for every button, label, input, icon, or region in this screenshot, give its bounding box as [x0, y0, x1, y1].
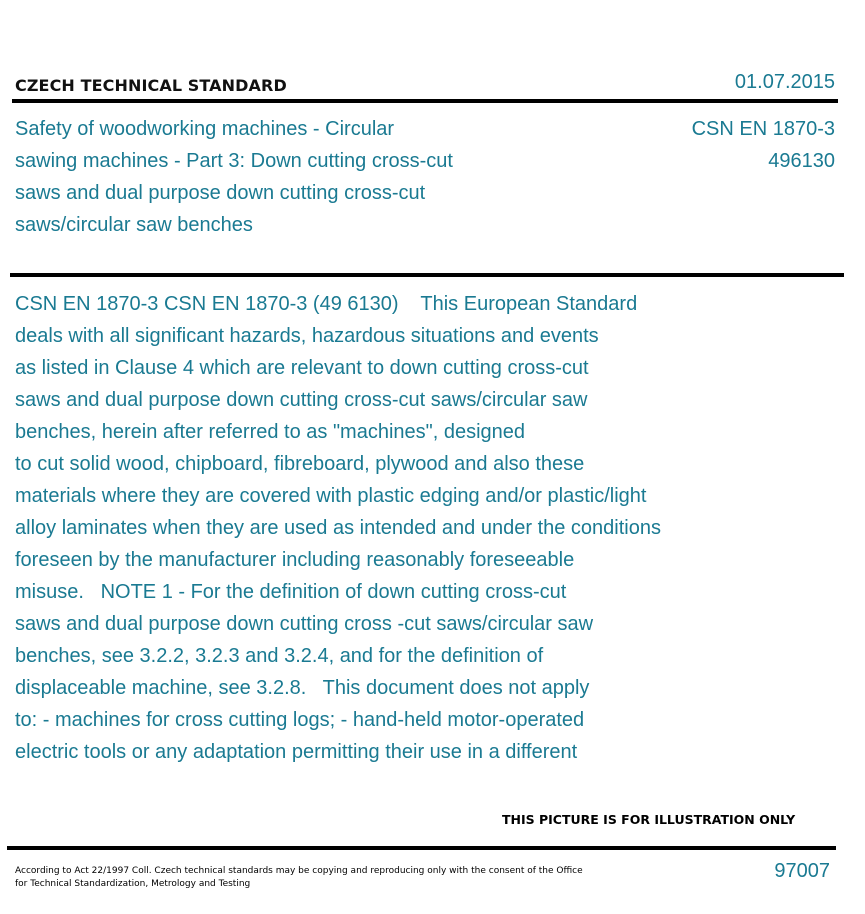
abstract-line: displaceable machine, see 3.2.8. This document does not apply [15, 677, 590, 699]
standard-title [15, 113, 453, 241]
abstract-line: saws and dual purpose down cutting cross -cut saws/circular saw [15, 613, 594, 635]
abstract-line: foreseen by the manufacturer including reasonably foreseeable [15, 549, 575, 571]
abstract-line: deals with all significant hazards, hazardous situations and events [15, 325, 599, 347]
title-rule [10, 273, 844, 277]
standard-codes [692, 113, 835, 177]
illustration-disclaimer: THIS PICTURE IS FOR ILLUSTRATION ONLY [502, 812, 796, 827]
abstract-line: to cut solid wood, chipboard, fibreboard, plywood and also these [15, 453, 585, 475]
copyright-note [15, 865, 583, 891]
abstract-line: misuse. NOTE 1 - For the definition of down cutting cross-cut [15, 581, 567, 603]
abstract-line: benches, see 3.2.2, 3.2.3 and 3.2.4, and for the definition of [15, 645, 544, 667]
title-line: saws/circular saw benches [15, 214, 253, 236]
title-line: Safety of woodworking machines - Circular [15, 118, 395, 140]
header-rule [12, 99, 838, 103]
title-line: saws and dual purpose down cutting cross-cut [15, 182, 426, 204]
document-code: 97007 [774, 860, 830, 882]
abstract-line: electric tools or any adaptation permitting their use in a different [15, 741, 578, 763]
footer-rule [7, 846, 836, 850]
abstract-text [15, 288, 661, 768]
abstract-line: as listed in Clause 4 which are relevant to down cutting cross-cut [15, 357, 589, 379]
publication-date: 01.07.2015 [734, 71, 835, 93]
standard-number: CSN EN 1870-3 [691, 118, 835, 140]
class-number: 496130 [768, 150, 835, 172]
title-line: sawing machines - Part 3: Down cutting cross-cut [15, 150, 453, 172]
abstract-line: saws and dual purpose down cutting cross-cut saws/circular saw [15, 389, 588, 411]
abstract-line: to: - machines for cross cutting logs; - hand-held motor-operated [15, 709, 585, 731]
abstract-line: CSN EN 1870-3 CSN EN 1870-3 (49 6130) This European Standard [15, 293, 638, 315]
copyright-line: According to Act 22/1997 Coll. Czech technical standards may be copying and reproducing only with the consent of the Office [15, 866, 583, 876]
copyright-line: for Technical Standardization, Metrology and Testing [15, 879, 251, 889]
abstract-line: materials where they are covered with plastic edging and/or plastic/light [15, 485, 647, 507]
abstract-line: alloy laminates when they are used as intended and under the conditions [15, 517, 661, 539]
abstract-line: benches, herein after referred to as "machines", designed [15, 421, 526, 443]
standard-label: CZECH TECHNICAL STANDARD [15, 76, 287, 95]
